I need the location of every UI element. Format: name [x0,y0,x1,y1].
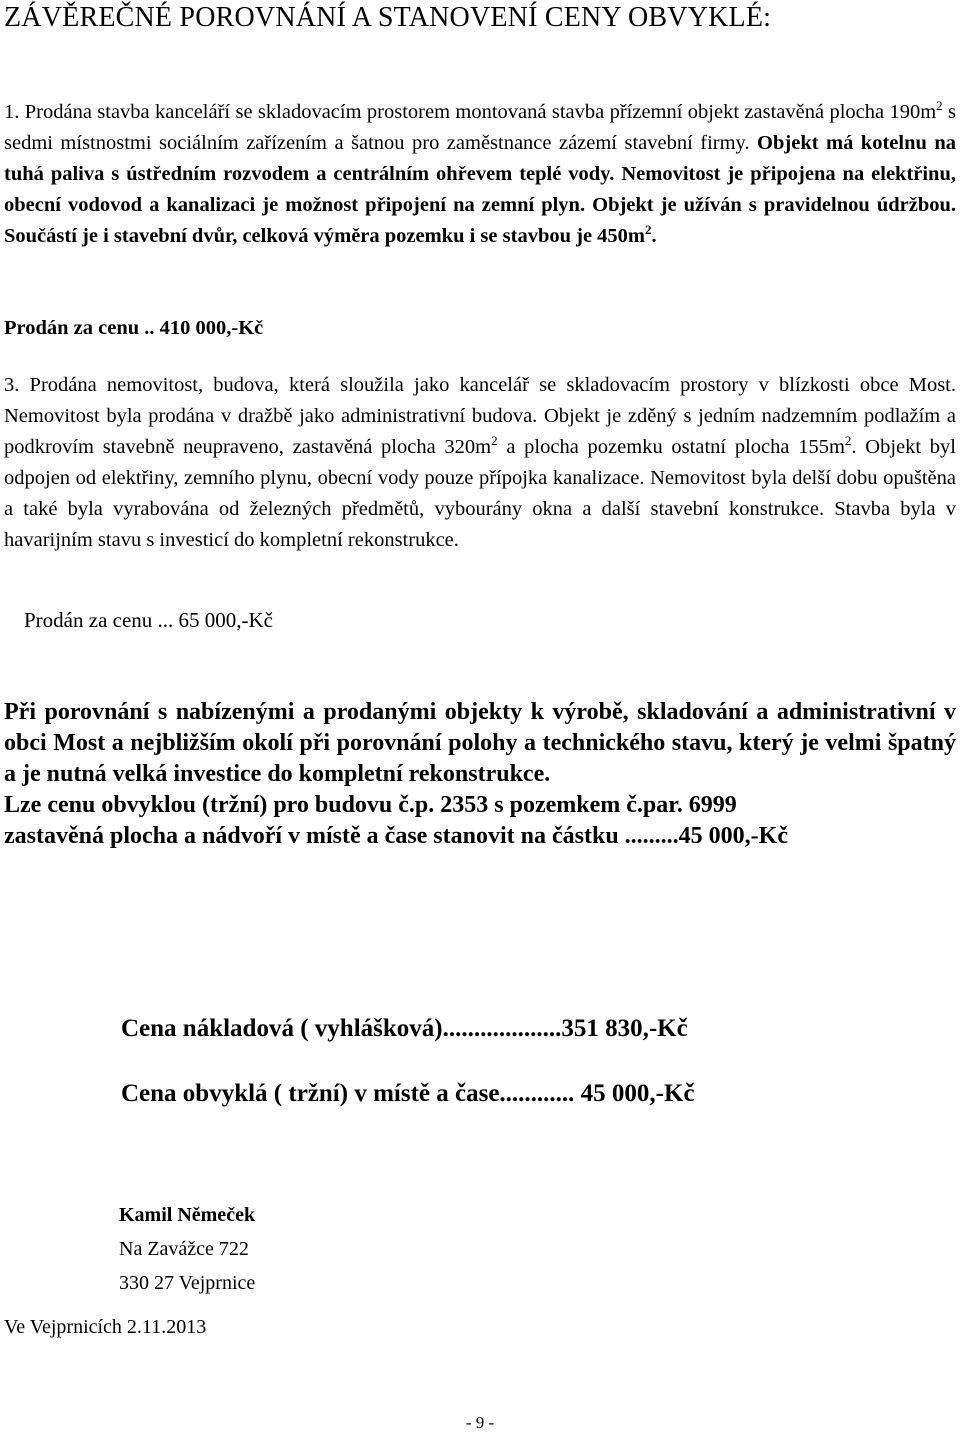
item-1-text-part-b: s sedmi místnostmi sociálním zařízením a šatnou pro zaměstnance zázemí stavební firmy. [4,101,956,154]
item-3-text-part-c: a plocha pozemku ostatní plocha 155m [497,436,845,458]
item-1-text-part-d: . [651,225,657,247]
item-3-superscript-c: 2 [844,433,852,449]
comparable-item-1 [4,97,956,252]
page-heading: ZÁVĚREČNÉ POROVNÁNÍ A STANOVENÍ CENY OBVYKLÉ: [4,2,772,33]
item-1-text-part-c: Objekt má kotelnu na tuhá paliva s ústředním rozvodem a centrálním ohřevem teplé vody. Nemovitost je připojena na elektřinu, obecní vodovod a kanalizaci je možnost připojení na zemní plyn. Objekt je užíván s pravidelnou údržbou. Součástí je i stavební dvůr, celková výměra pozemku i se stavbou je 450m [4,132,956,247]
item-1-superscript-c: 2 [645,222,652,238]
item-1-text-part-a: 1. Prodána stavba kanceláří se skladovacím prostorem montovaná stavba přízemní objekt zastavěná plocha 190m [4,101,937,123]
conclusion-amount-line: zastavěná plocha a nádvoří v místě a čase stanovit na částku .........45 000,-Kč [4,823,788,849]
comparable-item-3 [4,370,956,556]
conclusion-text: Při porovnání s nabízenými a prodanými objekty k výrobě, skladování a administrativní v obci Most a nejbližším okolí při porovnání polohy a technického stavu, který je velmi špatný a je nutná velká investice do kompletní rekonstrukce. [4,699,956,787]
author-city: 330 27 Vejprnice [119,1272,256,1294]
conclusion-valuation-line: Lze cenu obvyklou (tržní) pro budovu č.p. 2353 s pozemkem č.par. 6999 [4,792,737,818]
item-3-text-part-d: . Objekt byl odpojen od elektřiny, zemního plynu, obecní vody pouze přípojka kanalizace. Nemovitost byla delší dobu opuštěna a také byla vyrabována od železných předmětů, vybourány okna a další stavební konstrukce. Stavba byla v havarijním stavu s investicí do kompletní rekonstrukce. [4,436,956,551]
signature-block [119,1198,255,1300]
item-3-price: Prodán za cenu ... 65 000,-Kč [24,608,274,632]
place-and-date: Ve Vejprnicích 2.11.2013 [4,1316,207,1338]
author-street: Na Zavážce 722 [119,1238,249,1260]
conclusion-block [4,697,956,852]
usual-price-line: Cena obvyklá ( tržní) v místě a čase............ 45 000,-Kč [121,1080,695,1107]
item-1-price: Prodán za cenu .. 410 000,-Kč [4,317,264,339]
cost-price-line: Cena nákladová ( vyhlášková)...................351 830,-Kč [121,1015,688,1042]
item-1-superscript-a: 2 [936,98,943,114]
item-3-text-part-a: 3. Prodána nemovitost, budova, která sloužila jako kancelář se skladovacím prostory v blízkosti obce Most. Nemovitost byla prodána v dražbě jako administrativní budova. [4,374,956,427]
author-name: Kamil Němeček [119,1204,256,1226]
item-3-superscript-b: 2 [491,433,498,449]
page-number: - 9 - [465,1413,495,1432]
item-3-text-part-b: Objekt je zděný s jedním nadzemním podlažím a podkrovím stavebně neupraveno, zastavěná plocha 320m [4,405,956,458]
